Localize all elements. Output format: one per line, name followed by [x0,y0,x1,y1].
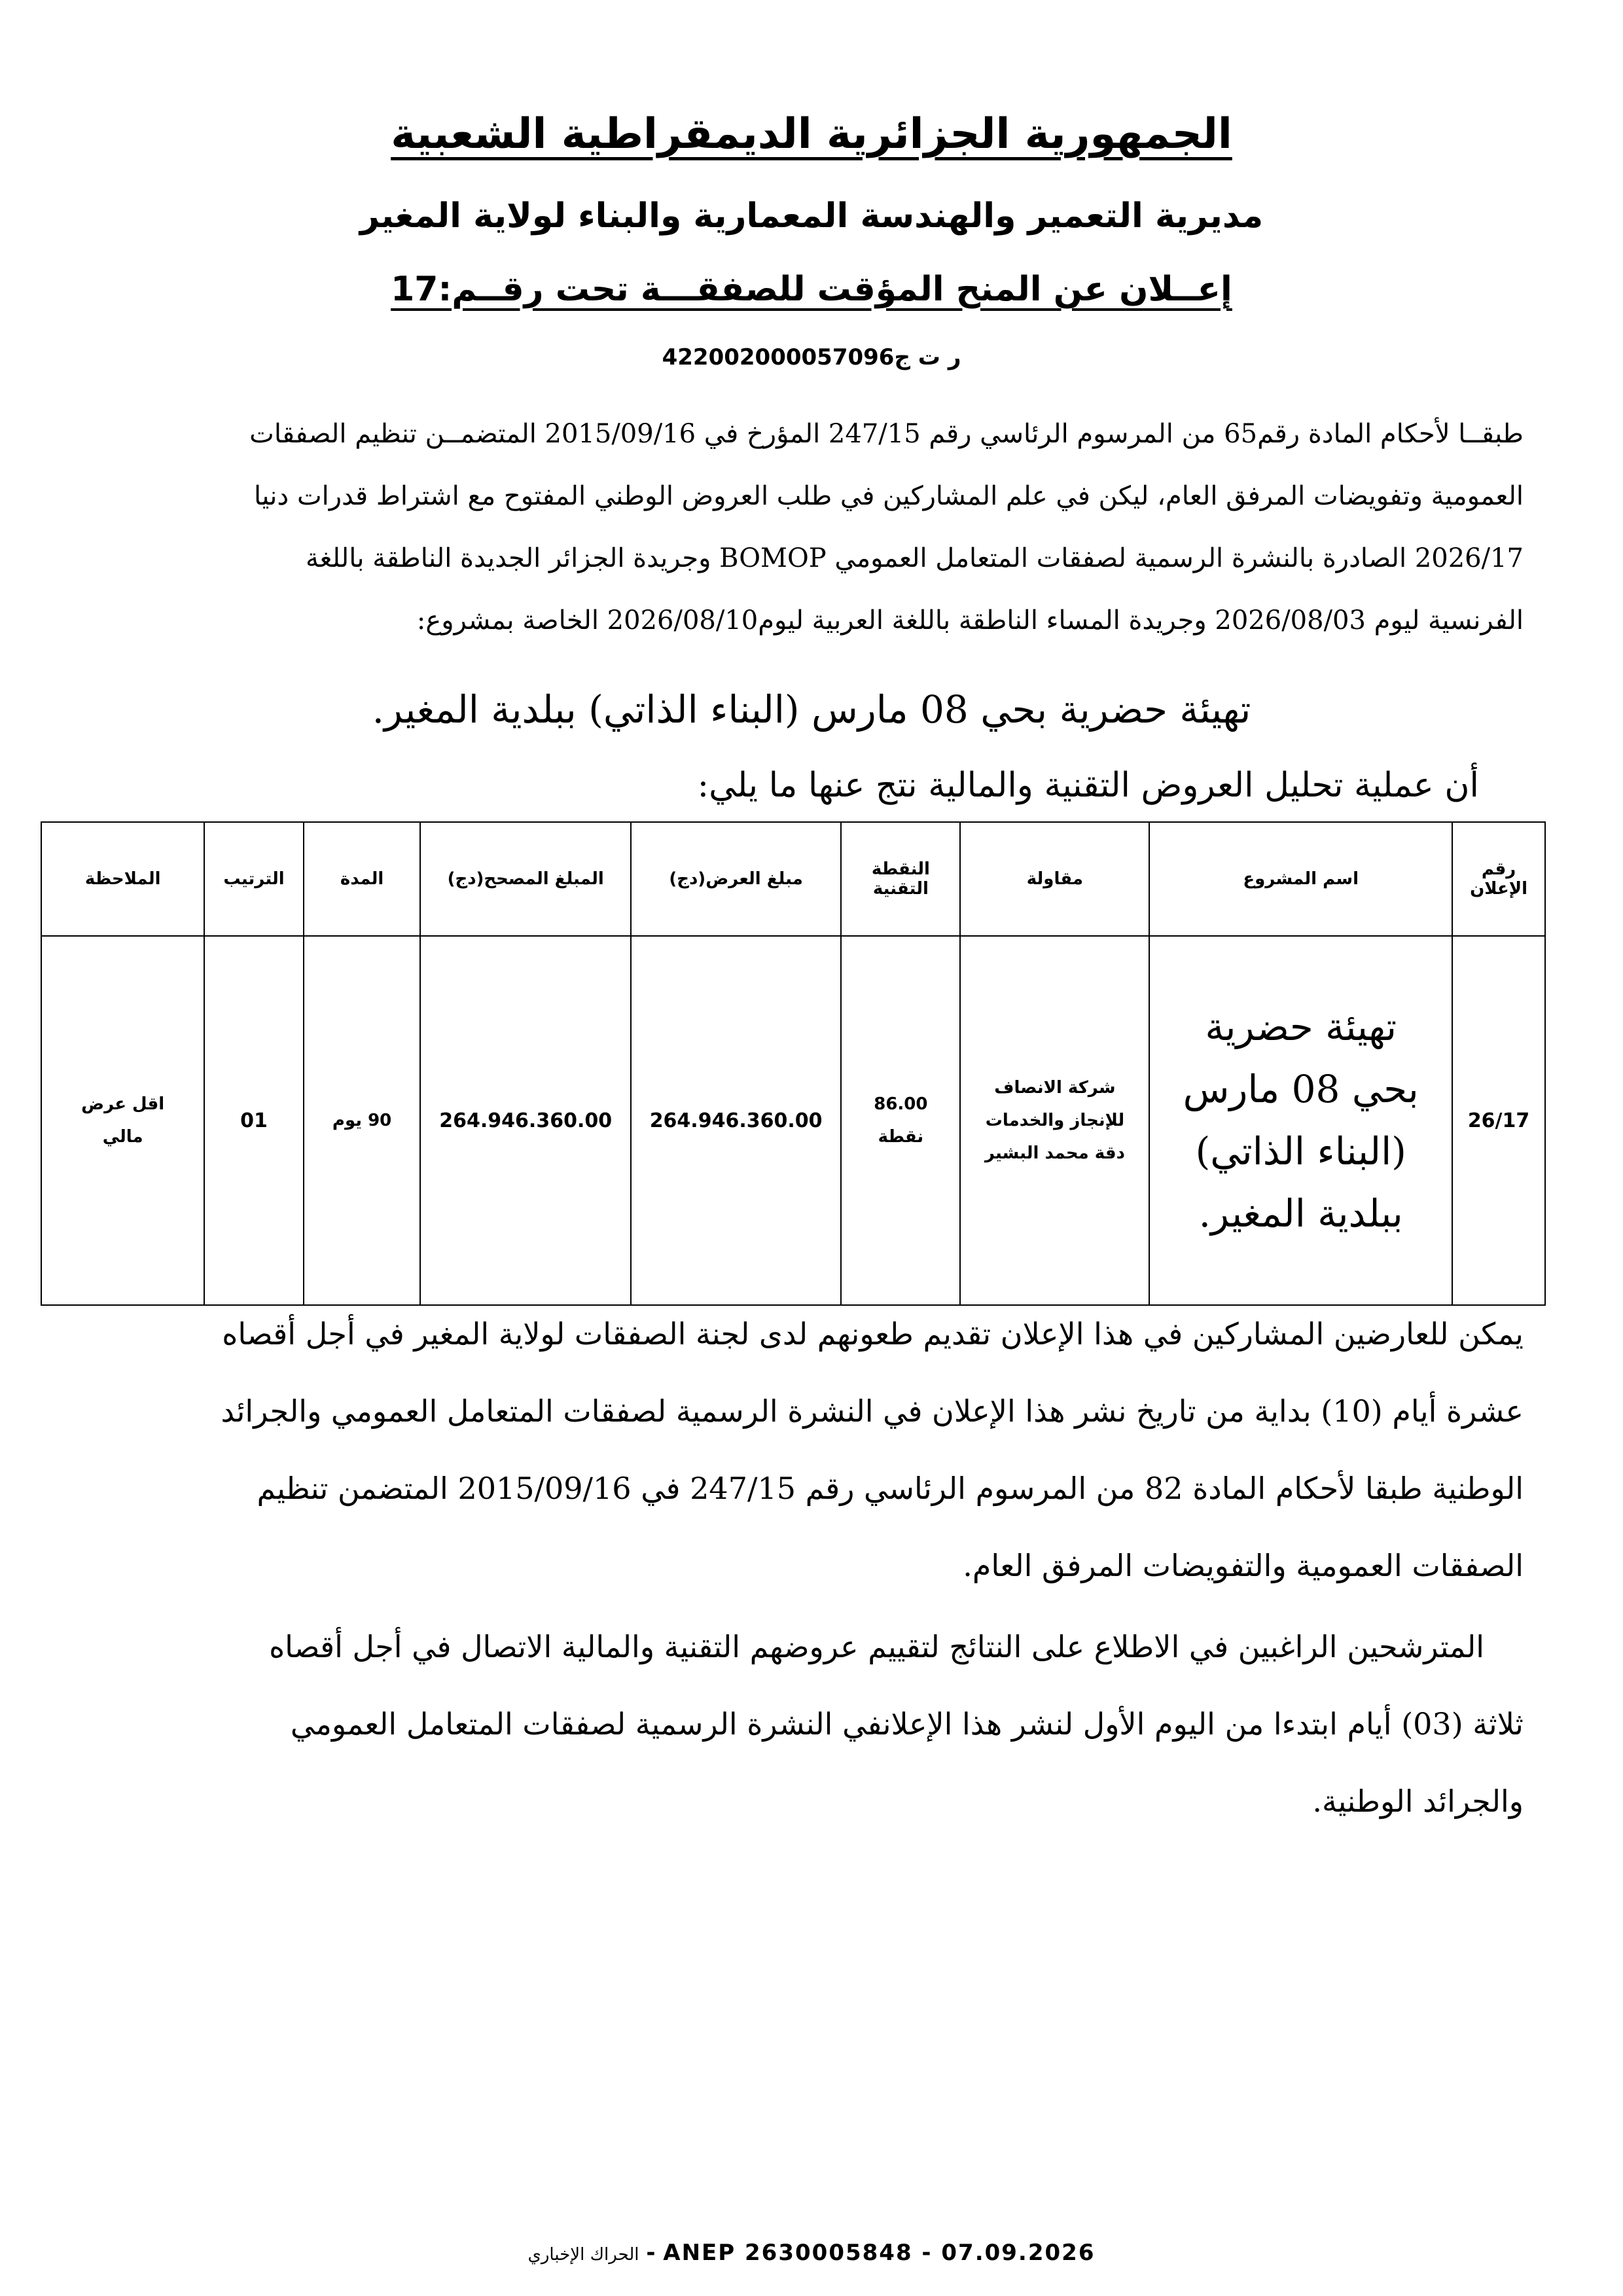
cell-project: تهيئة حضرية بحي 08 مارس (البناء الذاتي) ببلدية المغير. [1149,936,1452,1305]
closing-line: الصفقات العمومية والتفويضات المرفق العام. [963,1548,1524,1583]
closing-line: يمكن للعارضين المشاركين في هذا الإعلان تقديم طعونهم لدى لجنة الصفقات لولاية المغير في أجل أقصاه [222,1316,1524,1352]
republic-heading: الجمهورية الجزائرية الديمقراطية الشعبية [391,110,1232,158]
cell-duration: 90 يوم [304,936,421,1305]
anep-number: - ANEP 2630005848 - 07.09.2026 [646,2240,1096,2266]
table-header-row [41,822,1545,936]
header-number: رقم الإعلان [1452,822,1545,936]
intro-line: العمومية وتفويضات المرفق العام، ليكن في علم المشاركين في طلب العروض الوطني المفتوح مع اشتراط قدرات دنيا [254,481,1524,511]
footer [0,2240,1623,2266]
newspaper-name: الحراك الإخباري [527,2245,639,2265]
cell-note: اقل عرض مالي [41,936,204,1305]
results-intro: أن عملية تحليل العروض التقنية والمالية نتج عنها ما يلي: [697,766,1479,805]
header-note: الملاحظة [41,822,204,936]
table-row [41,936,1545,1305]
cell-number: 26/17 [1452,936,1545,1305]
cell-score: 86.00 نقطة [841,936,960,1305]
project-name: تهيئة حضرية بحي 08 مارس (البناء الذاتي) ببلدية المغير. [372,687,1251,732]
cell-company: شركة الانصاف للإنجاز والخدمات دقة محمد البشير [960,936,1149,1305]
closing-line: الوطنية طبقا لأحكام المادة 82 من المرسوم الرئاسي رقم 247/15 في 2015/09/16 المتضمن تنظيم [257,1471,1524,1506]
closing-line: والجرائد الوطنية. [1312,1784,1524,1819]
header-score: النقطة التقنية [841,822,960,936]
closing-line: ثلاثة (03) أيام ابتدءا من اليوم الأول لنشر هذا الإعلانفي النشرة الرسمية لصفقات المتعامل العمومي [290,1706,1524,1742]
header-offer: مبلغ العرض(دج) [631,822,841,936]
closing-line: المترشحين الراغبين في الاطلاع على النتائج لتقييم عروضهم التقنية والمالية الاتصال في أجل أقصاه [269,1629,1484,1664]
header-rank: الترتيب [204,822,303,936]
header-corrected: المبلغ المصحح(دج) [420,822,630,936]
intro-line: الفرنسية ليوم 2026/08/03 وجريدة المساء الناطقة باللغة العربية ليوم2026/08/10 الخاصة بمشروع: [416,605,1524,636]
announcement-title: إعــلان عن المنح المؤقت للصفقـــة تحت رقــم:17 [391,270,1232,309]
directorate-heading: مديرية التعمير والهندسة المعمارية والبناء لولاية المغير [359,196,1264,236]
cell-corrected: 264.946.360.00 [420,936,630,1305]
header-company: مقاولة [960,822,1149,936]
intro-line: طبقــا لأحكام المادة رقم65 من المرسوم الرئاسي رقم 247/15 المؤرخ في 2015/09/16 المتضمــن تنظيم الصفقات [249,419,1524,449]
header-duration: المدة [304,822,421,936]
closing-line: عشرة أيام (10) بداية من تاريخ نشر هذا الإعلان في النشرة الرسمية لصفقات المتعامل العمومي والجرائد [221,1393,1524,1429]
header-project: اسم المشروع [1149,822,1452,936]
intro-line: 2026/17 الصادرة بالنشرة الرسمية لصفقات المتعامل العمومي BOMOP وجريدة الجزائر الجديدة الناطقة باللغة [306,543,1524,573]
results-table [41,821,1546,1306]
intro-paragraph [77,419,1524,668]
cell-offer: 264.946.360.00 [631,936,841,1305]
cell-rank: 01 [204,936,303,1305]
reference-number: ر ت ج422002000057096 [662,344,961,370]
